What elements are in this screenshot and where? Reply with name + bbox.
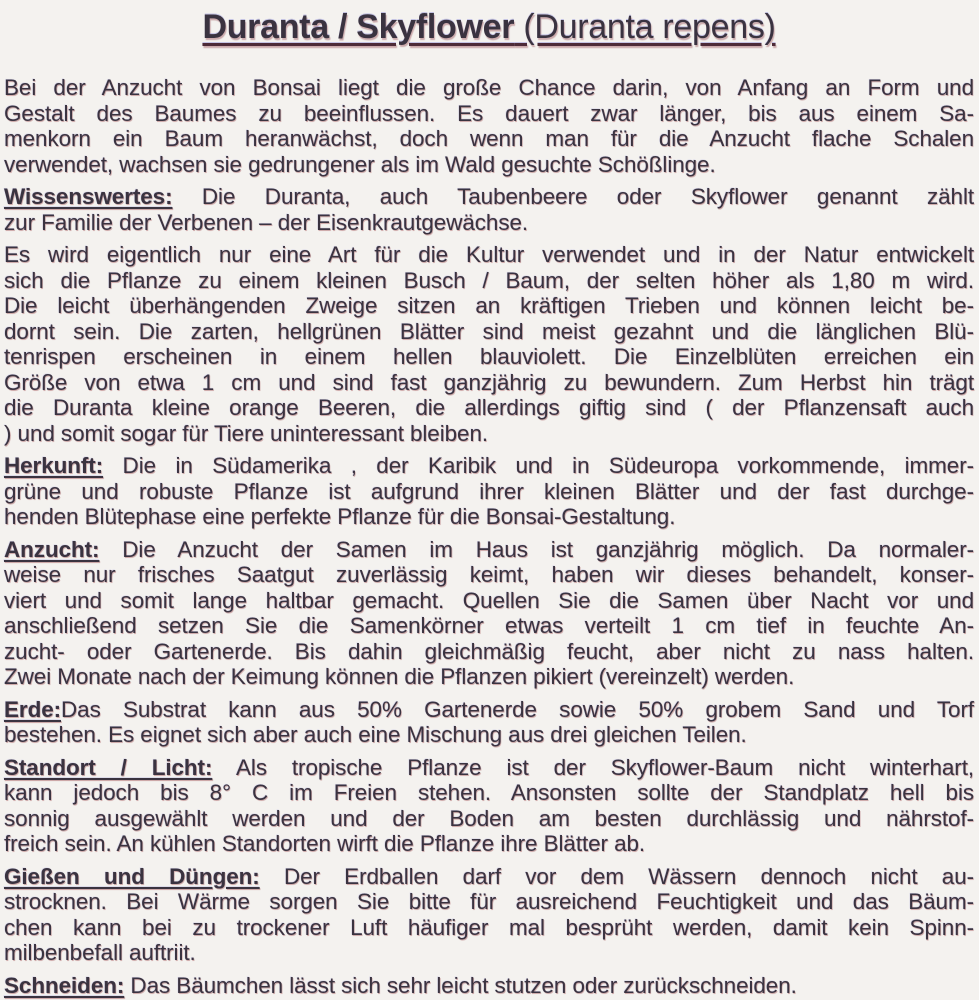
section-heading: Gießen und Düngen: (4, 863, 260, 889)
text-line: sich die Pflanze zu einem kleinen Busch / Baum, der selten höher als 1,80 m wird. (4, 267, 974, 293)
text-line: Wissenswertes: Die Duranta, auch Taubenbeere oder Skyflower genannt zählt (4, 184, 974, 209)
text-line: menkorn ein Baum heranwächst, doch wenn man für die Anzucht flache Schalen (4, 126, 974, 151)
section (4, 973, 974, 999)
section-heading: Erde: (4, 696, 62, 722)
text-line: Gestalt des Baumes zu beeinflussen. Es dauert zwar länger, bis aus einem Sa- (4, 100, 974, 126)
text-line: Bei der Anzucht von Bonsai liegt die große Chance darin, von Anfang an Form und (4, 75, 974, 100)
text-line: weise nur frisches Saatgut zuverlässig keimt, haben wir dieses behandelt, konser- (4, 562, 974, 587)
text-line: kann jedoch bis 8° C im Freien stehen. Ansonsten sollte der Standplatz hell bis (4, 780, 974, 805)
text-line: zur Familie der Verbenen – der Eisenkrautgewächse. (4, 209, 529, 235)
text-line: ) und somit sogar für Tiere uninteressant bleiben. (4, 420, 489, 446)
section-heading: Standort / Licht: (4, 754, 213, 780)
section (4, 864, 974, 966)
document-title (4, 7, 974, 47)
title-common-names: Duranta / Skyflower (202, 8, 515, 46)
text-line: Anzucht: Die Anzucht der Samen im Haus ist ganzjährig möglich. Da normaler- (4, 536, 974, 562)
section-heading: Wissenswertes: (4, 184, 173, 209)
text-line: Größe von etwa 1 cm und sind fast ganzjährig zu bewundern. Zum Herbst hin trägt (4, 369, 974, 395)
text-line: Gießen und Düngen: Der Erdballen darf vor dem Wässern dennoch nicht au- (4, 863, 974, 889)
text-line: tenrispen erscheinen in einem hellen blauviolett. Die Einzelblüten erreichen ein (4, 344, 974, 369)
text-line: Herkunft: Die in Südamerika , der Karibik und in Südeuropa vorkommende, immer- (4, 453, 974, 478)
document-body (4, 75, 974, 998)
text-line: bestehen. Es eignet sich aber auch eine Mischung aus drei gleichen Teilen. (4, 722, 747, 747)
text-line: henden Blütephase eine perfekte Pflanze für die Bonsai-Gestaltung. (4, 504, 676, 529)
text-line: verwendet, wachsen sie gedrungener als im Wald gesuchte Schößlinge. (4, 151, 716, 177)
section-heading: Anzucht: (4, 536, 100, 562)
section-heading: Herkunft: (4, 453, 104, 478)
text-line: die Duranta kleine orange Beeren, die allerdings giftig sind ( der Pflanzensaft auch (4, 395, 974, 420)
text-line: sonnig ausgewählt werden und der Boden am besten durchlässig und nährstof- (4, 805, 974, 831)
text-line: Zwei Monate nach der Keimung können die Pflanzen pikiert (vereinzelt) werden. (4, 664, 795, 689)
section (4, 453, 974, 530)
text-line: chen kann bei zu trockener Luft häufiger mal besprüht werden, damit kein Spinn- (4, 914, 974, 940)
section (4, 755, 974, 857)
text-line: Erde:Das Substrat kann aus 50% Gartenerde sowie 50% grobem Sand und Torf (4, 696, 974, 722)
text-line: Die leicht überhängenden Zweige sitzen an kräftigen Trieben und können leicht be- (4, 293, 974, 318)
title-botanical-name: (Duranta repens) (514, 8, 776, 46)
section (4, 184, 974, 235)
text-line: Schneiden: Das Bäumchen lässt sich sehr leicht stutzen oder zurückschneiden. (4, 972, 797, 998)
text-line: zucht- oder Gartenerde. Bis dahin gleichmäßig feucht, aber nicht zu nass halten. (4, 638, 974, 664)
text-line: grüne und robuste Pflanze ist aufgrund ihrer kleinen Blätter und der fast durchge- (4, 478, 974, 504)
section (4, 242, 974, 446)
section (4, 697, 974, 748)
text-line: dornt sein. Die zarten, hellgrünen Blätter sind meist gezahnt und die länglichen Blü- (4, 318, 974, 344)
text-line: freich sein. An kühlen Standorten wirft die Pflanze ihre Blätter ab. (4, 831, 646, 856)
text-line: Standort / Licht: Als tropische Pflanze ist der Skyflower-Baum nicht winterhart, (4, 754, 974, 780)
text-line: strocknen. Bei Wärme sorgen Sie bitte für ausreichend Feuchtigkeit und das Bäum- (4, 889, 974, 914)
text-line: anschließend setzen Sie die Samenkörner etwas verteilt 1 cm tief in feuchte An- (4, 613, 974, 638)
text-line: viert und somit lange haltbar gemacht. Quellen Sie die Samen über Nacht vor und (4, 587, 974, 613)
section-heading: Schneiden: (4, 972, 125, 998)
text-line: milbenbefall auftriit. (4, 940, 196, 965)
section (4, 75, 974, 177)
section (4, 537, 974, 690)
text-line: Es wird eigentlich nur eine Art für die Kultur verwendet und in der Natur entwickelt (4, 242, 974, 267)
